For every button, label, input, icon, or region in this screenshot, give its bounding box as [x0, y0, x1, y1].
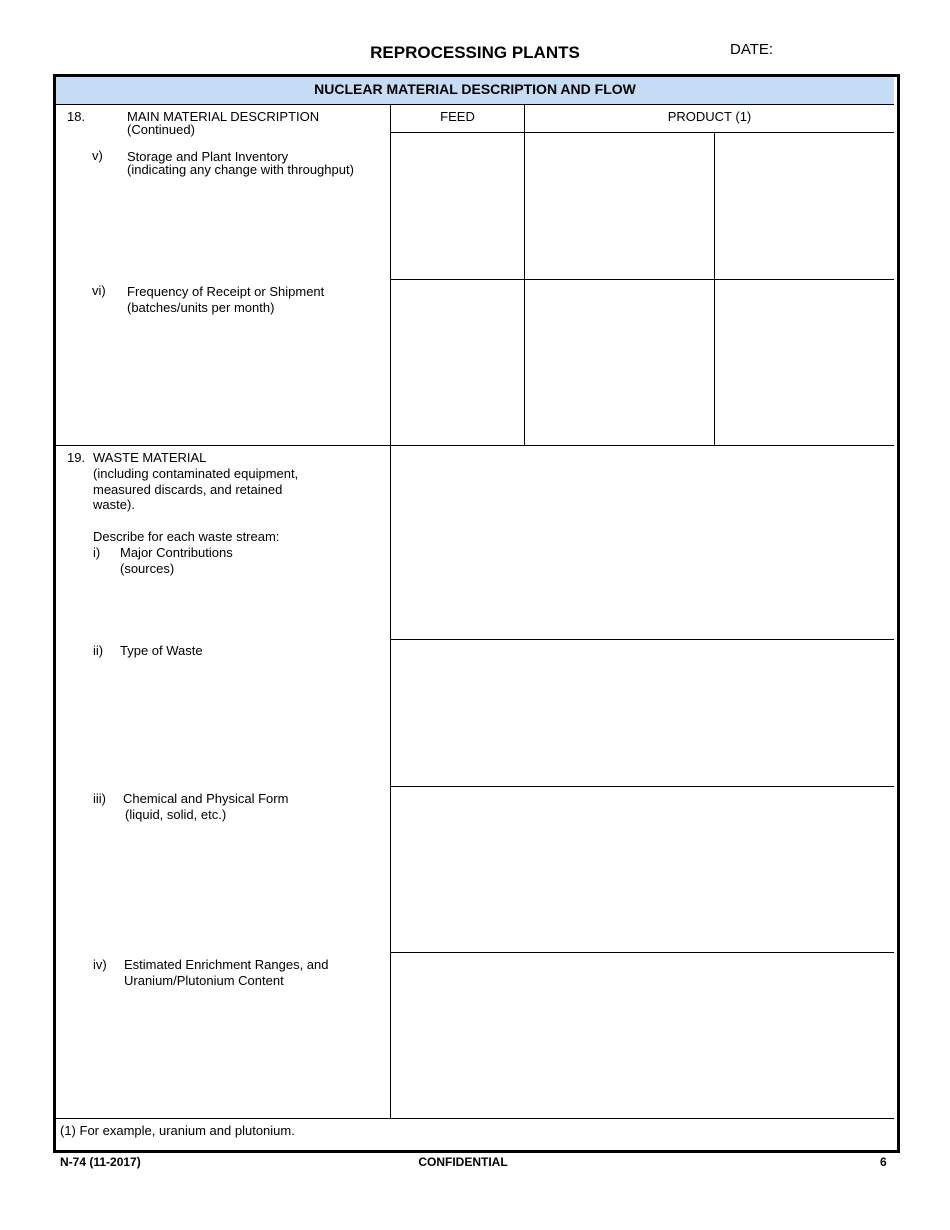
footnote: (1) For example, uranium and plutonium. [60, 1123, 295, 1138]
chemical-physical-form-field[interactable] [391, 787, 894, 952]
footnote-rule [56, 1118, 894, 1119]
product-column-header: PRODUCT (1) [667, 109, 752, 124]
item19-iii-marker: iii) [93, 791, 106, 806]
item18-vi-label: Frequency of Receipt or Shipment [127, 284, 325, 299]
item19-iii-label: Chemical and Physical Form [123, 791, 289, 806]
item18-number: 18. [67, 109, 86, 124]
item18-v-label: Storage and Plant Inventory [127, 149, 289, 164]
classification-label: CONFIDENTIAL [418, 1155, 508, 1169]
item19-describe-instruction: Describe for each waste stream: [93, 529, 280, 544]
item19-iv-label: Estimated Enrichment Ranges, and [124, 957, 329, 972]
storage-inventory-feed-field[interactable] [391, 133, 524, 279]
form-id: N-74 (11-2017) [60, 1155, 141, 1169]
item18-v-sublabel: (indicating any change with throughput) [127, 162, 354, 177]
enrichment-ranges-field[interactable] [391, 953, 894, 1118]
frequency-product-2-field[interactable] [715, 280, 894, 445]
item19-number: 19. [67, 450, 86, 465]
item19-iii-sublabel: (liquid, solid, etc.) [125, 807, 227, 822]
item19-desc-line3: waste). [93, 497, 135, 512]
item19-desc-line1: (including contaminated equipment, [93, 466, 299, 481]
major-contributions-field[interactable] [391, 446, 894, 639]
storage-inventory-product-2-field[interactable] [715, 133, 894, 279]
item18-vi-marker: vi) [92, 283, 106, 298]
type-of-waste-field[interactable] [391, 640, 894, 786]
item19-iv-sublabel: Uranium/Plutonium Content [124, 973, 284, 988]
item19-i-sublabel: (sources) [120, 561, 175, 576]
feed-column-header: FEED [440, 109, 475, 124]
page-title: REPROCESSING PLANTS [370, 43, 580, 62]
item18-title: MAIN MATERIAL DESCRIPTION [127, 109, 320, 124]
item19-ii-label: Type of Waste [120, 643, 203, 658]
storage-inventory-product-1-field[interactable] [525, 133, 714, 279]
section-banner: NUCLEAR MATERIAL DESCRIPTION AND FLOW [56, 77, 894, 105]
item18-v-marker: v) [92, 148, 103, 163]
item18-vi-sublabel: (batches/units per month) [127, 300, 275, 315]
page-number: 6 [880, 1155, 887, 1169]
item19-desc-line2: measured discards, and retained [93, 482, 283, 497]
frequency-product-1-field[interactable] [525, 280, 714, 445]
item18-title-continued: (Continued) [127, 122, 195, 137]
item19-title: WASTE MATERIAL [93, 450, 207, 465]
date-label: DATE: [730, 41, 774, 58]
item19-i-marker: i) [93, 545, 101, 560]
item19-ii-marker: ii) [93, 643, 104, 658]
item19-iv-marker: iv) [93, 957, 107, 972]
item19-i-label: Major Contributions [120, 545, 233, 560]
frequency-feed-field[interactable] [391, 280, 524, 445]
